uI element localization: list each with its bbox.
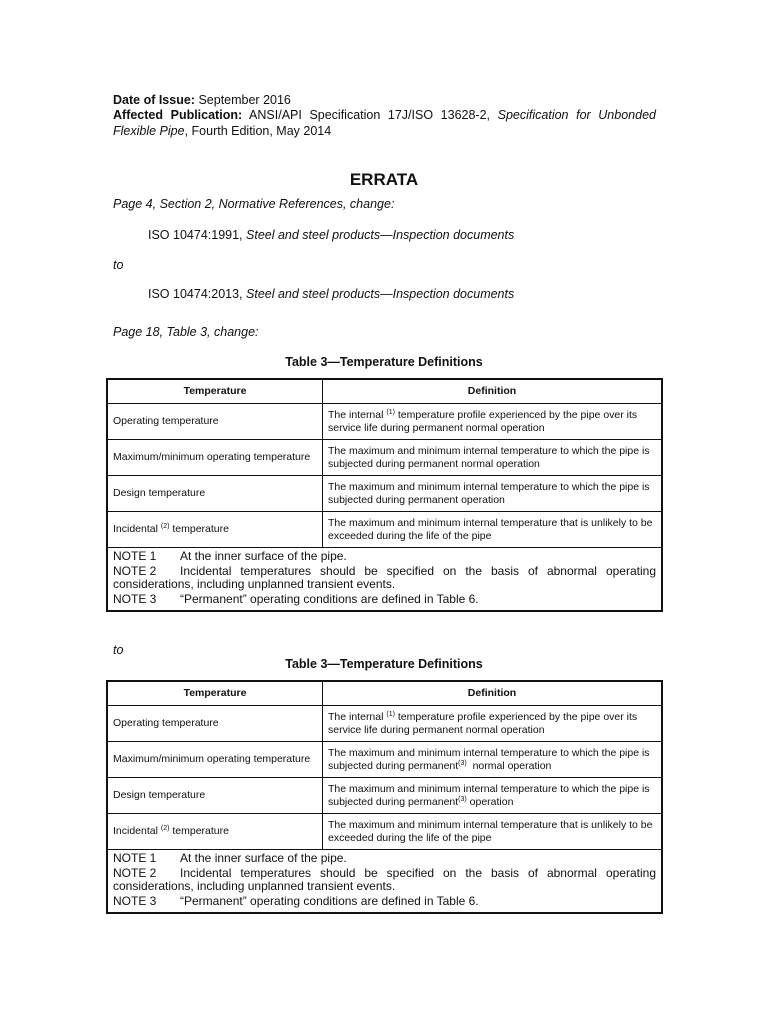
new-reference: ISO 10474:2013, Steel and steel products—Inspection documents — [148, 287, 515, 301]
change1-intro: Page 4, Section 2, Normative References, change: — [113, 197, 395, 211]
to-label-1: to — [113, 258, 124, 272]
pub-edition: , Fourth Edition, May 2014 — [184, 124, 332, 138]
date-label: Date of Issue: — [113, 93, 195, 107]
to-label-2: to — [113, 643, 124, 657]
note-3: NOTE 3 “Permanent” operating conditions are defined in Table 6. — [113, 592, 479, 606]
table-after-caption: Table 3—Temperature Definitions — [285, 657, 483, 671]
table-notes — [107, 850, 662, 914]
note-1: NOTE 1 At the inner surface of the pipe. — [113, 549, 347, 563]
table-row: Operating temperature The internal $^{(1)}$ temperature profile experienced by the pipe over its service life during permanent normal operation — [107, 706, 662, 742]
note-2: NOTE 2 Incidental temperatures should be specified on the basis of abnormal operating considerations, including unplanned transient events. — [113, 866, 656, 893]
note-3: NOTE 3 “Permanent” operating conditions are defined in Table 6. — [113, 894, 479, 908]
table-row: Operating temperature The internal $^{(1)}$ temperature profile experienced by the pipe over its service life during permanent normal operation — [107, 404, 662, 440]
table-row: Incidental $^{(2)}$ temperature The maximum and minimum internal temperature that is unlikely to be exceeded during the life of the pipe — [107, 814, 662, 850]
date-of-issue — [113, 92, 291, 108]
change2-intro: Page 18, Table 3, change: — [113, 325, 259, 339]
affected-publication — [113, 107, 656, 139]
old-reference: ISO 10474:1991, Steel and steel products—Inspection documents — [148, 228, 515, 242]
header-temperature: Temperature — [107, 379, 323, 404]
note-1: NOTE 1 At the inner surface of the pipe. — [113, 851, 347, 865]
table-row: Design temperature The maximum and minimum internal temperature to which the pipe is subjected during permanent$^{(3)}$ operation — [107, 778, 662, 814]
table-before — [106, 378, 663, 612]
table-notes — [107, 548, 662, 612]
header-definition: Definition — [323, 379, 663, 404]
page-title: ERRATA — [349, 170, 419, 189]
table-row: Incidental $^{(2)}$ temperature The maximum and minimum internal temperature that is unlikely to be exceeded during the life of the pipe — [107, 512, 662, 548]
header-temperature: Temperature — [107, 681, 323, 706]
table-row: Maximum/minimum operating temperature The maximum and minimum internal temperature to which the pipe is subjected during permanent$^{(3)}$ normal operation — [107, 742, 662, 778]
pub-label: Affected Publication: — [113, 108, 243, 122]
table-after — [106, 680, 663, 914]
table-row: Design temperature The maximum and minimum internal temperature to which the pipe is subjected during permanent operation — [107, 476, 662, 512]
table-before-caption: Table 3—Temperature Definitions — [285, 355, 483, 369]
note-2: NOTE 2 Incidental temperatures should be specified on the basis of abnormal operating considerations, including unplanned transient events. — [113, 564, 656, 591]
pub-title: Specification for Unbonded Flexible Pipe — [113, 108, 656, 138]
header-definition: Definition — [323, 681, 663, 706]
pub-text: ANSI/API Specification 17J/ISO 13628-2, — [249, 108, 491, 122]
table-row: Maximum/minimum operating temperature The maximum and minimum internal temperature to which the pipe is subjected during permanent normal operation — [107, 440, 662, 476]
date-value: September 2016 — [198, 93, 291, 107]
